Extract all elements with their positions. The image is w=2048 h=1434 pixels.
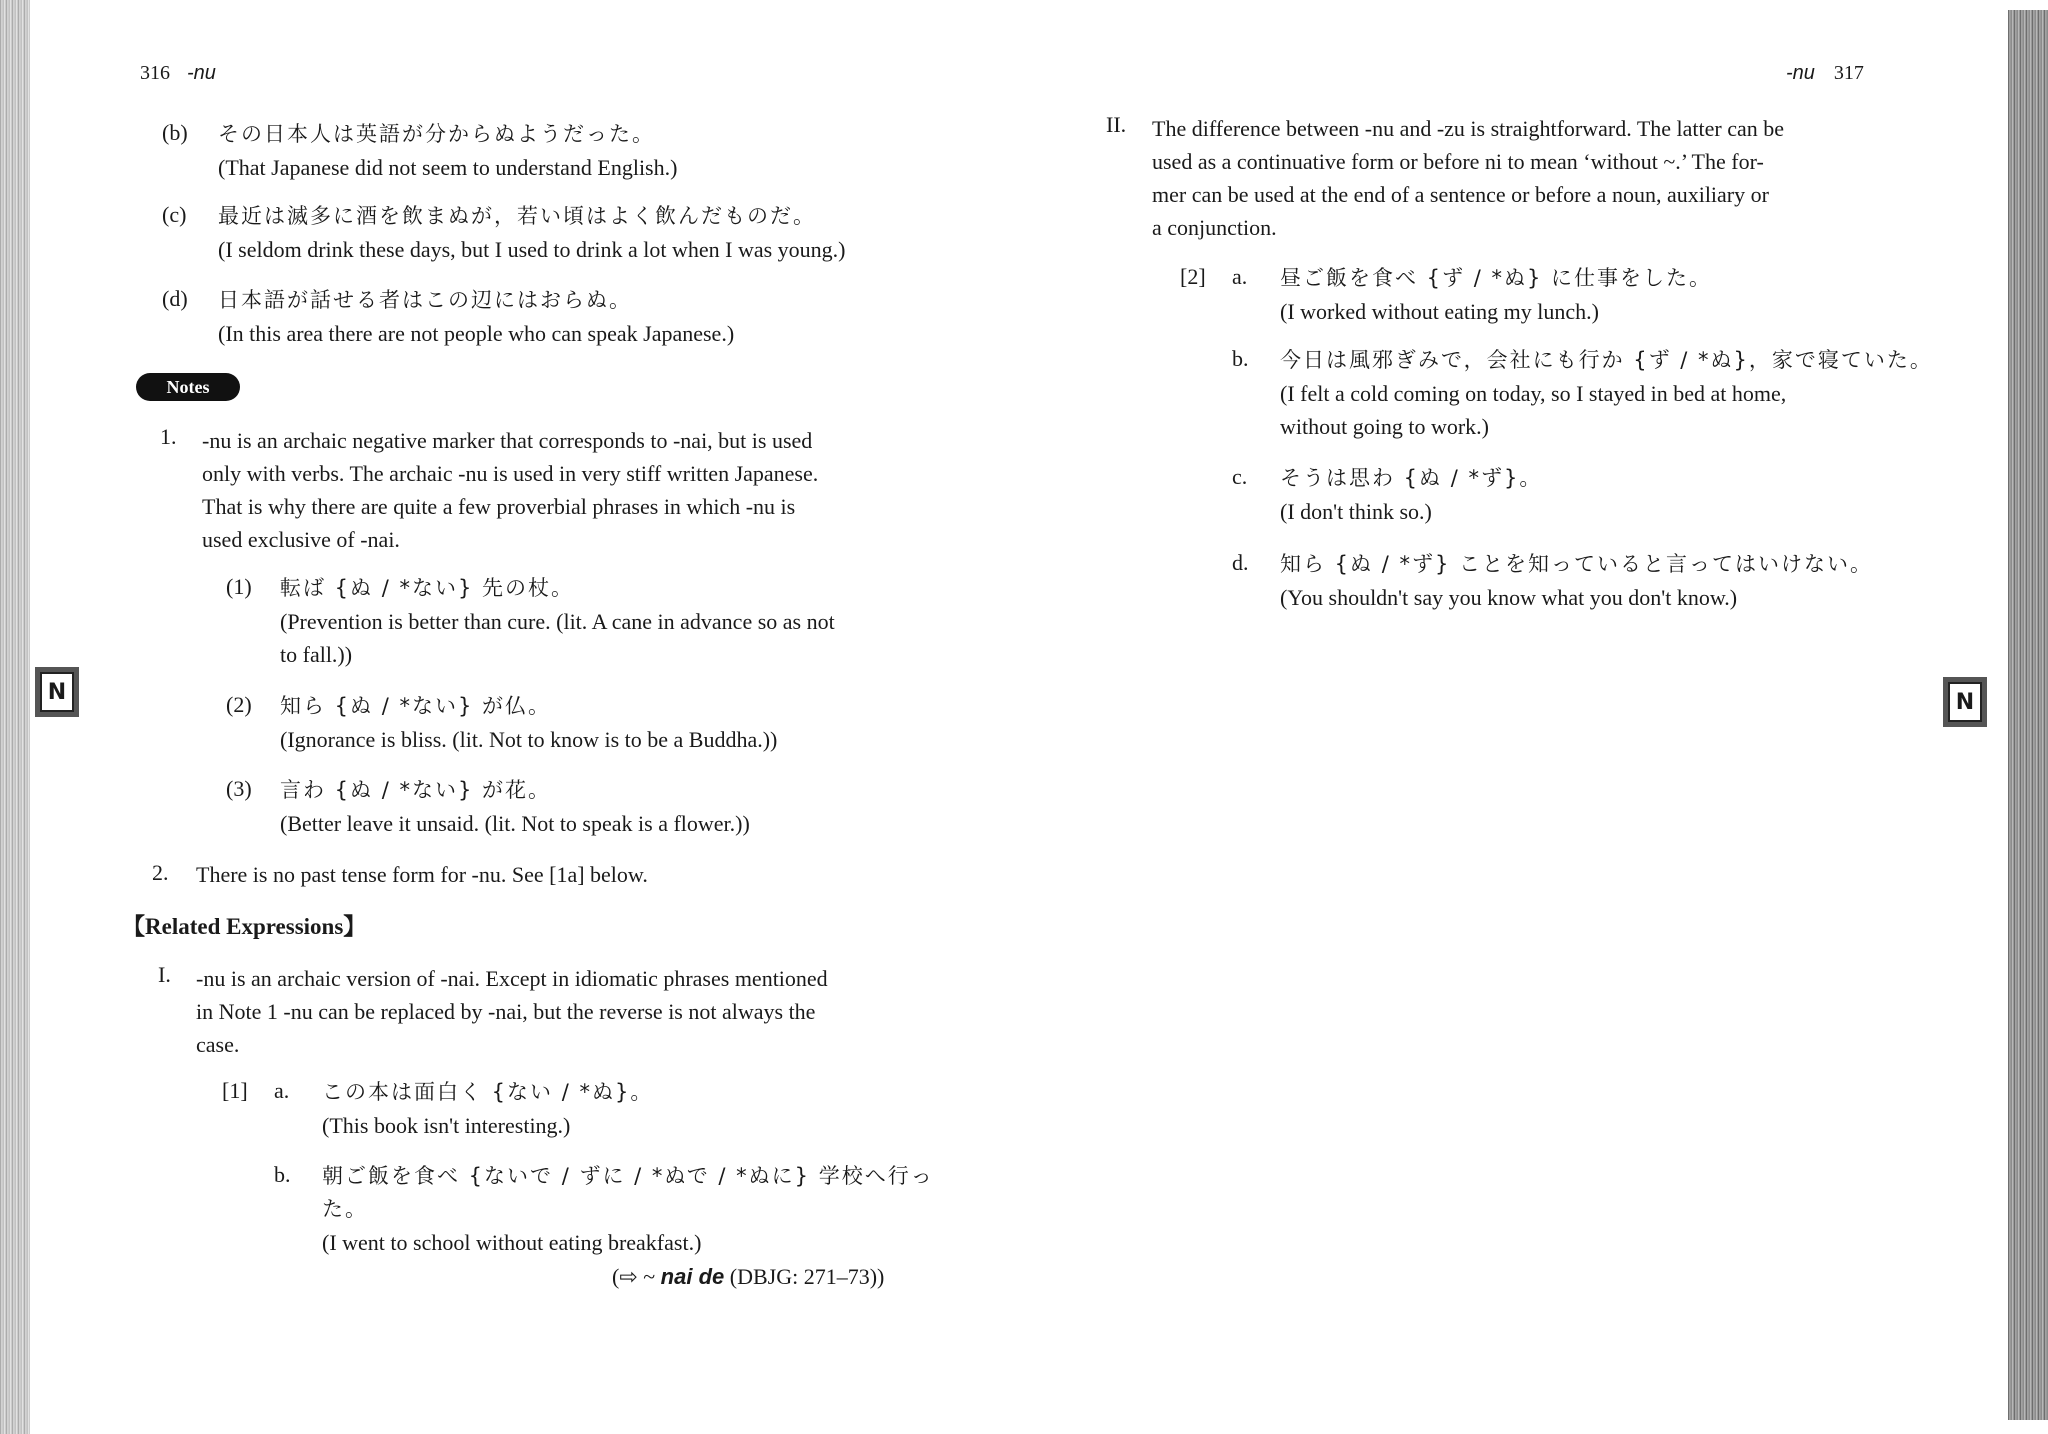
related-1-line: -nu is an archaic version of -nai. Except in idiomatic phrases mentioned	[196, 966, 828, 991]
example-translation: (I don't think so.)	[1280, 499, 1432, 524]
cross-reference-term: nai de	[660, 1264, 725, 1289]
example-japanese: 朝ご飯を食べ {ないで / ずに / *ぬで / *ぬに} 学校へ行っ	[322, 1164, 934, 1188]
example-translation: (In this area there are not people who can speak Japanese.)	[218, 321, 735, 346]
related-number: I.	[158, 962, 171, 987]
example-japanese: 知ら {ぬ / *ず} ことを知っていると言ってはいけない。	[1280, 552, 1873, 576]
example-translation: (I went to school without eating breakfast.)	[322, 1230, 702, 1255]
note-number: 2.	[152, 860, 169, 885]
right-running-head: -nu	[1786, 62, 1815, 84]
example-translation: (That Japanese did not seem to understand English.)	[218, 155, 678, 180]
related-1-example-a	[322, 1076, 653, 1142]
example-japanese: その日本人は英語が分からぬようだった。	[218, 122, 655, 146]
thumb-index-tab-right: N	[1948, 682, 1982, 722]
right-page-edge	[2008, 10, 2048, 1420]
item-label: b.	[274, 1162, 291, 1187]
right-page-number: 317	[1833, 62, 1864, 84]
note-1-line: only with verbs. The archaic -nu is used in very stiff written Japanese.	[202, 461, 819, 486]
example-japanese-cont: た。	[322, 1197, 368, 1221]
left-running-head: -nu	[187, 62, 216, 84]
proverb-1	[280, 572, 835, 671]
proverb-2	[280, 690, 777, 756]
note-1-line: used exclusive of -nai.	[202, 527, 400, 552]
note-2-text: There is no past tense form for -nu. See [1a] below.	[196, 862, 648, 887]
item-label: d.	[1232, 550, 1249, 575]
item-label: c.	[1232, 464, 1248, 489]
example-c	[218, 200, 846, 266]
example-label: (c)	[162, 202, 187, 227]
related-expressions-heading: 【Related Expressions】	[122, 914, 367, 939]
example-japanese: 日本語が話せる者はこの辺にはおらぬ。	[218, 288, 632, 312]
proverb-3	[280, 774, 750, 840]
example-translation: (You shouldn't say you know what you don't know.)	[1280, 585, 1738, 610]
related-1-line: in Note 1 -nu can be replaced by -nai, but the reverse is not always the	[196, 999, 816, 1024]
related-2-line: The difference between -nu and -zu is straightforward. The latter can be	[1152, 116, 1785, 141]
related-1-body	[196, 962, 956, 1061]
item-label: b.	[1232, 346, 1249, 371]
example-label: (2)	[226, 692, 252, 717]
example-translation: (This book isn't interesting.)	[322, 1113, 571, 1138]
proverb-translation-cont: to fall.))	[280, 642, 353, 667]
example-label: (1)	[226, 574, 252, 599]
note-1-body	[202, 424, 942, 556]
related-1-example-b	[322, 1160, 934, 1259]
left-page-number: 316	[140, 62, 170, 84]
left-running-header	[140, 62, 216, 85]
example-label: (d)	[162, 286, 188, 311]
example-japanese: そうは思わ {ぬ / *ず}。	[1280, 466, 1543, 490]
related-2-example-c	[1280, 462, 1542, 528]
cross-reference-close: (DBJG: 271–73))	[724, 1264, 885, 1289]
item-label: a.	[1232, 264, 1248, 289]
group-label: [1]	[222, 1078, 248, 1103]
item-label: a.	[274, 1078, 290, 1103]
proverb-japanese: 言わ {ぬ / *ない} が花。	[280, 778, 551, 802]
example-japanese: 今日は風邪ぎみで，会社にも行か {ず / *ぬ}，家で寝ていた。	[1280, 348, 1933, 372]
related-2-line: used as a continuative form or before ni to mean ‘without ~.’ The for-	[1152, 149, 1764, 174]
example-label: (3)	[226, 776, 252, 801]
note-number: 1.	[160, 424, 177, 449]
related-2-line: mer can be used at the end of a sentence or before a noun, auxiliary or	[1152, 182, 1769, 207]
cross-reference	[612, 1264, 884, 1290]
example-b	[218, 118, 677, 184]
proverb-translation: (Prevention is better than cure. (lit. A cane in advance so as not	[280, 609, 835, 634]
related-1-line: case.	[196, 1032, 240, 1057]
example-japanese: この本は面白く {ない / *ぬ}。	[322, 1080, 654, 1104]
proverb-japanese: 知ら {ぬ / *ない} が仏。	[280, 694, 551, 718]
cross-reference-open: (⇨ ~	[612, 1264, 661, 1289]
note-1-line: That is why there are quite a few proverbial phrases in which -nu is	[202, 494, 796, 519]
proverb-translation: (Ignorance is bliss. (lit. Not to know is to be a Buddha.))	[280, 727, 778, 752]
example-translation: (I felt a cold coming on today, so I stayed in bed at home,	[1280, 381, 1787, 406]
related-number: II.	[1106, 112, 1127, 137]
group-label: [2]	[1180, 264, 1206, 289]
example-d	[218, 284, 734, 350]
thumb-index-tab-left: N	[40, 672, 74, 712]
example-translation: (I seldom drink these days, but I used to drink a lot when I was young.)	[218, 237, 846, 262]
proverb-translation: (Better leave it unsaid. (lit. Not to speak is a flower.))	[280, 811, 750, 836]
example-translation-cont: without going to work.)	[1280, 414, 1489, 439]
example-japanese: 最近は滅多に酒を飲まぬが，若い頃はよく飲んだものだ。	[218, 204, 816, 228]
related-2-example-a	[1280, 262, 1712, 328]
proverb-japanese: 転ば {ぬ / *ない} 先の杖。	[280, 576, 574, 600]
example-label: (b)	[162, 120, 188, 145]
example-japanese: 昼ご飯を食べ {ず / *ぬ} に仕事をした。	[1280, 266, 1712, 290]
right-running-header	[1786, 62, 1864, 85]
related-2-example-d	[1280, 548, 1873, 614]
related-2-line: a conjunction.	[1152, 215, 1277, 240]
left-page-edge	[0, 0, 30, 1434]
related-2-example-b	[1280, 344, 1933, 443]
related-2-body	[1152, 112, 1892, 244]
notes-badge: Notes	[136, 373, 240, 401]
note-1-line: -nu is an archaic negative marker that corresponds to -nai, but is used	[202, 428, 813, 453]
example-translation: (I worked without eating my lunch.)	[1280, 299, 1599, 324]
